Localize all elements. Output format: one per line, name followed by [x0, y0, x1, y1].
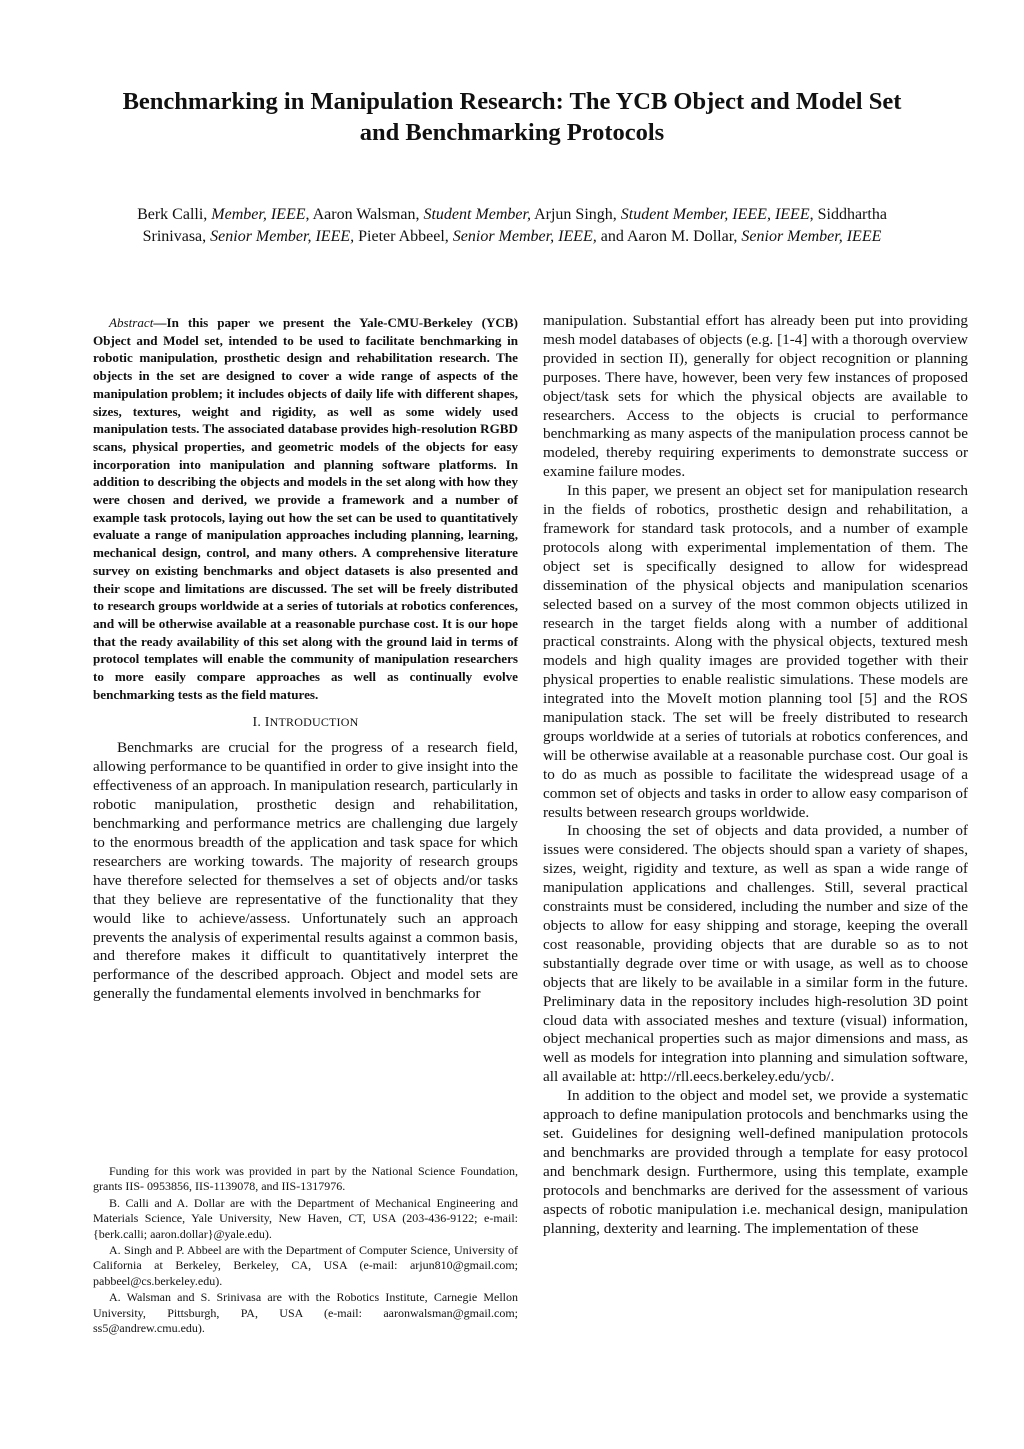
footnote-affiliation: A. Walsman and S. Srinivasa are with the Robotics Institute, Carnegie Mellon University, Pittsburgh, PA, USA (e-mail: aaronwalsman@gmail.com; ss5@andrew.cmu.edu).: [93, 1290, 518, 1336]
author-name: , Aaron Walsman,: [305, 206, 424, 223]
footnote-funding: Funding for this work was provided in part by the National Science Foundation, grants IIS- 0953856, IIS-1139078, and IIS-1317976.: [93, 1164, 518, 1194]
body-paragraph: In addition to the object and model set, we provide a systematic approach to define manipulation protocols and benchmarks using the set. Guidelines for designing well-defined manipulation protocols and benchmarks are provided through a template for easy protocol and benchmark design. Furthermore, using this template, example protocols and benchmarks are derived for the assessment of various aspects of robotic manipulation i.e. mechanical design, manipulation planning, dexterity and learning. The implementation of these: [543, 1087, 968, 1237]
abstract-label: Abstract: [109, 315, 154, 330]
author-name: Pieter Abbeel,: [354, 228, 453, 245]
left-column: [93, 314, 518, 1004]
footnotes: [93, 1164, 518, 1337]
body-paragraph: [543, 822, 968, 1087]
section-heading-introduction: [93, 715, 518, 731]
author-role: Student Member,: [423, 206, 531, 223]
section-title-rest: NTRODUCTION: [269, 715, 359, 730]
section-numeral: I.: [252, 715, 262, 731]
abstract: [93, 314, 518, 703]
abstract-text: In this paper we present the Yale-CMU-Berkeley (YCB) Object and Model set, intended to be used to facilitate benchmarking in robotic manipulation, prosthetic design and rehabilitation research. The objects in the set are designed to cover a wide range of aspects of the manipulation problem; it includes objects of daily life with different shapes, sizes, textures, weight and rigidity, as well as some widely used manipulation tests. The associated database provides high-resolution RGBD scans, physical properties, and geometric models of the objects for easy incorporation into manipulation and planning software platforms. In addition to describing the objects and models in the set along with how they were chosen and derived, we provide a framework and a number of example task protocols, laying out how the set can be used to quantitatively evaluate a range of manipulation approaches including planning, learning, mechanical design, control, and many others. A comprehensive literature survey on existing benchmarks and object datasets is also presented and their scope and limitations are discussed. The set will be freely distributed to research groups worldwide at a series of tutorials at robotics conferences, and will be otherwise available at a reasonable purchase cost. It is our hope that the ready availability of this set along with the ground laid in terms of protocol templates will enable the community of manipulation researchers to more easily compare approaches as well as continually evolve benchmarking tests as the field matures.: [93, 315, 518, 702]
section-initial: I: [264, 715, 270, 731]
author-name: , Siddhartha Srinivasa,: [142, 206, 887, 245]
author-name: Berk Calli,: [137, 206, 212, 223]
author-name: and Aaron M. Dollar,: [596, 228, 742, 245]
repository-url[interactable]: http://rll.eecs.berkeley.edu/ycb/.: [639, 1068, 835, 1086]
author-name: Arjun Singh,: [530, 206, 621, 223]
author-role: Member, IEEE: [211, 206, 306, 223]
author-role: Senior Member, IEEE,: [452, 228, 597, 245]
author-role: Senior Member, IEEE: [741, 228, 882, 245]
footnote-affiliation: A. Singh and P. Abbeel are with the Department of Computer Science, University of California at Berkeley, Berkeley, CA, USA (e-mail: arjun810@gmail.com; pabbeel@cs.berkeley.edu).: [93, 1243, 518, 1288]
body-paragraph-text: In choosing the set of objects and data provided, a number of issues were considered. The objects should span a variety of shapes, sizes, weight, rigidity and texture, as well as span a wide range of manipulation applications and challenges. Still, several practical constraints must be considered, including the number and size of the objects to allow for easy shipping and storage, keeping the overall cost reasonable, providing objects that are durable so as to not substantially degrade over time or with usage, as well as to choose objects that are likely to be available in a similar form in the future. Preliminary data in the repository includes high-resolution 3D point cloud data with associated meshes and texture (visual) information, object mechanical properties such as major dimensions and mass, as well as models for integration into planning and simulation software, all available at:: [543, 822, 968, 1086]
intro-paragraph: Benchmarks are crucial for the progress of a research field, allowing performance to be quantified in order to give insight into the effectiveness of an approach. In manipulation research, particularly in robotic manipulation, prosthetic design and rehabilitation, benchmarking and performance metrics are challenging due largely to the enormous breadth of the application and task space for which researchers are working towards. The majority of research groups have therefore selected for themselves a set of objects and/or tasks that they believe are representative of the functionality that they would like to achieve/assess. Unfortunately such an approach prevents the analysis of experimental results against a common basis, and therefore makes it difficult to quantitatively interpret the performance of the described approach. Object and model sets are generally the fundamental elements involved in benchmarks for: [93, 739, 518, 1003]
body-paragraph: manipulation. Substantial effort has already been put into providing mesh model databases of objects (e.g. [1-4] with a thorough overview provided in section II), generally for object recognition or planning purposes. There have, however, been very few instances of proposed object/task sets for which the physical objects are available to researchers. Access to the objects is crucial to performance benchmarking as many aspects of the manipulation process cannot be modeled, thereby requiring experiments to demonstrate success or examine failure modes.: [543, 312, 968, 481]
author-role: Student Member, IEEE, IEEE: [620, 206, 810, 223]
author-role: Senior Member, IEEE,: [210, 228, 355, 245]
right-column: [543, 312, 968, 1238]
footnote-affiliation: B. Calli and A. Dollar are with the Department of Mechanical Engineering and Materials Science, Yale University, New Haven, CT, USA (203-436-9122; e-mail: {berk.calli; aaron.dollar}@yale.edu).: [93, 1195, 518, 1241]
paper-title: Benchmarking in Manipulation Research: The YCB Object and Model Set and Benchmarking Protocols: [122, 88, 902, 146]
body-paragraph: In this paper, we present an object set for manipulation research in the fields of robotics, prosthetic design and rehabilitation, a framework for standard task protocols, and a number of example protocols along with experimental implementation of them. The object set is specifically designed to allow for widespread dissemination of the physical objects and manipulation scenarios selected based on a survey of the most common objects utilized in research in the target fields along with a number of additional practical constraints. Along with the physical objects, textured mesh models and high quality images are provided together with their physical properties to enable realistic simulations. These models are integrated into the MoveIt motion planning tool [5] and the ROS manipulation stack. The set will be freely distributed to research groups worldwide at a series of tutorials at robotics conferences, and will be otherwise available at a reasonable purchase cost. Our goal is to do as much as possible to facilitate the widespread usage of a common set of objects and tasks in order to allow easy comparison of results between research groups worldwide.: [543, 482, 968, 821]
abstract-dash: —: [153, 315, 167, 330]
author-list: [110, 204, 914, 248]
